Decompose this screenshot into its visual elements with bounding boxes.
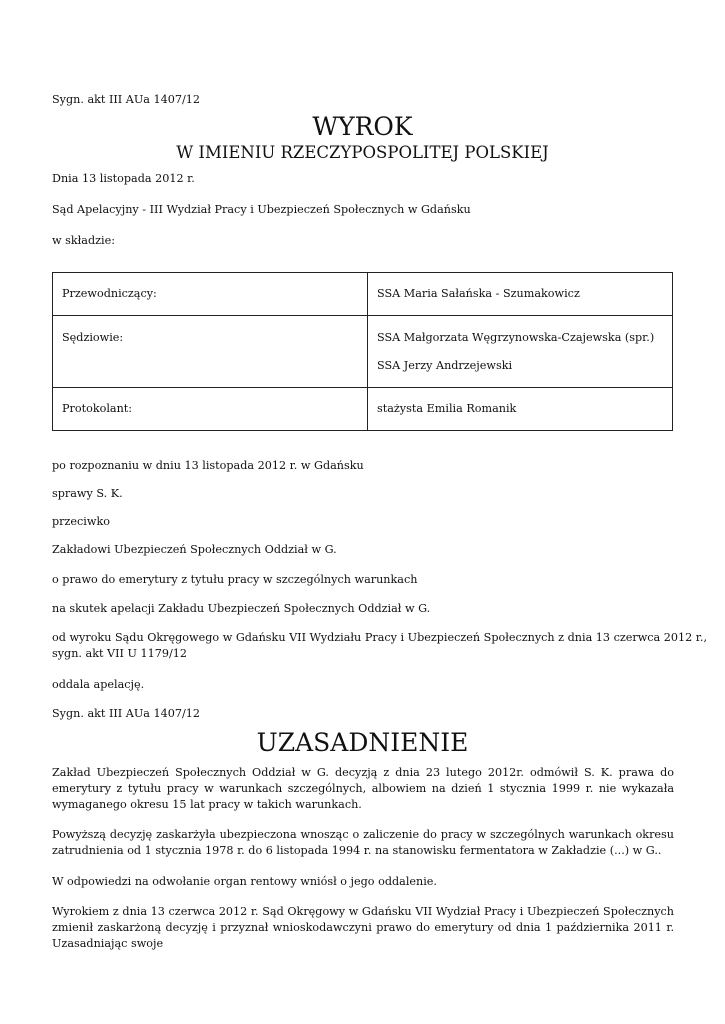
chair-value-cell [368, 273, 673, 316]
chair-label: Przewodniczący: [62, 287, 157, 300]
judgment-title: WYROK [312, 112, 413, 141]
table-row [53, 388, 673, 431]
court-panel-table [52, 272, 673, 431]
judgment-subtitle: W IMIENIU RZECZYPOSPOLITEJ POLSKIEJ [176, 143, 549, 162]
judgment-date: Dnia 13 listopada 2012 r. [52, 172, 195, 185]
table-row [53, 316, 673, 388]
justification-title: UZASADNIENIE [256, 728, 469, 757]
hearing-line: po rozpoznaniu w dniu 13 listopada 2012 r. w Gdańsku [52, 459, 364, 472]
case-reference: Sygn. akt III AUa 1407/12 [52, 93, 200, 106]
judges-label: Sędziowie: [62, 331, 124, 344]
clerk-value-cell [368, 388, 673, 431]
ruling-line: oddala apelację. [52, 678, 145, 691]
clerk-label: Protokolant: [62, 402, 133, 415]
justification-paragraph-4: Wyrokiem z dnia 13 czerwca 2012 r. Sąd Okręgowy w Gdańsku VII Wydział Pracy i Ubezpieczeń Społecznych zmienił zaskarżoną decyzję i przyznał wnioskodawczyni prawo do emerytury od dnia 1 października 2011 r. Uzasadniając swoje [52, 905, 674, 950]
court-name: Sąd Apelacyjny - III Wydział Pracy i Ubezpieczeń Społecznych w Gdańsku [52, 203, 471, 216]
chair-value: SSA Maria Sałańska - Szumakowicz [377, 287, 580, 300]
table-row [53, 273, 673, 316]
composition-intro: w składzie: [52, 234, 115, 247]
clerk-value: stażysta Emilia Romanik [377, 402, 517, 415]
lower-court-case-ref: sygn. akt VII U 1179/12 [52, 647, 187, 660]
clerk-label-cell [53, 388, 368, 431]
judge-2: SSA Jerzy Andrzejewski [377, 359, 513, 372]
justification-paragraph-3: W odpowiedzi na odwołanie organ rentowy wniósł o jego oddalenie. [52, 875, 437, 888]
judges-label-cell [53, 316, 368, 388]
justification-paragraph-2: Powyższą decyzję zaskarżyła ubezpieczona wnosząc o zaliczenie do pracy w szczególnych warunkach okresu zatrudnienia od 1 stycznia 1978 r. do 6 listopada 1994 r. na stanowisku fermentatora w Zakładzie (...) w G.. [52, 828, 674, 857]
subject-line: o prawo do emerytury z tytułu pracy w szczególnych warunkach [52, 573, 418, 586]
chair-label-cell [53, 273, 368, 316]
lower-court-judgment-line: od wyroku Sądu Okręgowego w Gdańsku VII Wydziału Pracy i Ubezpieczeń Społecznych z dnia 13 czerwca 2012 r., [52, 631, 708, 644]
justification-paragraph-1: Zakład Ubezpieczeń Społecznych Oddział w G. decyzją z dnia 23 lutego 2012r. odmówił S. K. prawa do emerytury z tytułu pracy w warunkach szczególnych, albowiem na dzień 1 stycznia 1999 r. nie wykazała wymaganego okresu 15 lat pracy w takich warunkach. [52, 766, 674, 811]
case-reference-bottom: Sygn. akt III AUa 1407/12 [52, 707, 200, 720]
judges-value-cell [368, 316, 673, 388]
judge-1: SSA Małgorzata Węgrzynowska-Czajewska (spr.) [377, 331, 655, 344]
appeal-line: na skutek apelacji Zakładu Ubezpieczeń Społecznych Oddział w G. [52, 602, 431, 615]
defendant-line: Zakładowi Ubezpieczeń Społecznych Oddział w G. [52, 543, 337, 556]
against-line: przeciwko [52, 515, 110, 528]
case-of: sprawy S. K. [52, 487, 123, 500]
